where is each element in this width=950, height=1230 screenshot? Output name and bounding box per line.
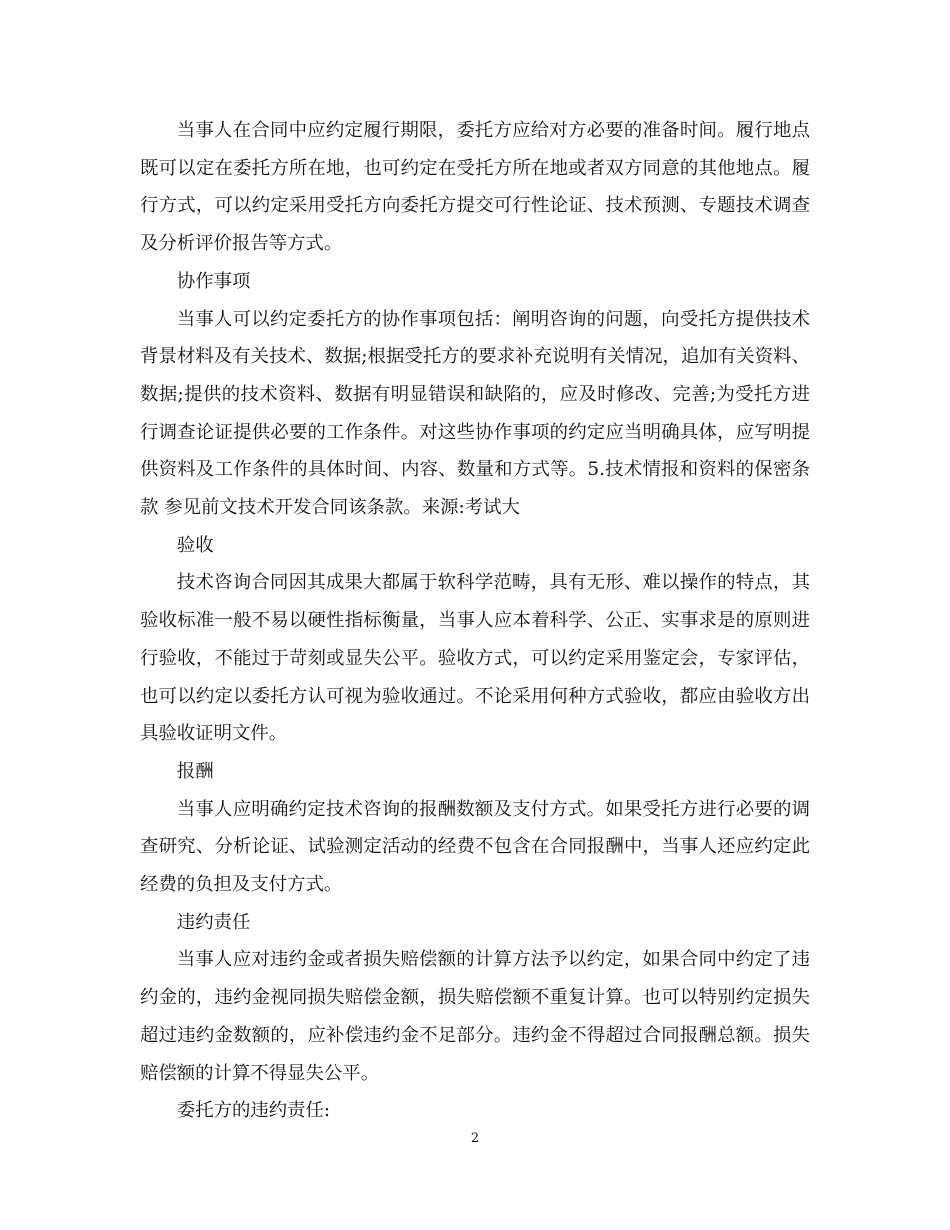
heading-liability: 违约责任 bbox=[176, 911, 251, 933]
paragraph-performance: 当事人在合同中应约定履行期限，委托方应给对方必要的准备时间。履行地点既可以定在委托方所在地，也可约定在受托方所在地或者双方同意的其他地点。履行方式，可以约定采用受托方向委托方提交可行性论证、技术预测、专题技术调查及分析评价报告等方式。 bbox=[140, 120, 810, 255]
paragraph-remuneration: 当事人应明确约定技术咨询的报酬数额及支付方式。如果受托方进行必要的调查研究、分析论证、试验测定活动的经费不包含在合同报酬中，当事人还应约定此经费的负担及支付方式。 bbox=[140, 798, 810, 896]
heading-cooperation: 协作事项 bbox=[176, 270, 251, 292]
heading-acceptance: 验收 bbox=[176, 534, 214, 556]
page-number: 2 bbox=[470, 1131, 480, 1146]
heading-remuneration: 报酬 bbox=[176, 760, 214, 782]
page-body bbox=[140, 112, 810, 1130]
paragraph-cooperation: 当事人可以约定委托方的协作事项包括：阐明咨询的问题，向受托方提供技术背景材料及有关技术、数据;根据受托方的要求补充说明有关情况，追加有关资料、数据;提供的技术资料、数据有明显错误和缺陷的，应及时修改、完善;为受托方进行调查论证提供必要的工作条件。对这些协作事项的约定应当明确具体，应写明提供资料及工作条件的具体时间、内容、数量和方式等。5.技术情报和资料的保密条款 参见前文技术开发合同该条款。来源:考试大 bbox=[140, 308, 810, 519]
paragraph-acceptance: 技术咨询合同因其成果大都属于软科学范畴，具有无形、难以操作的特点，其验收标准一般不易以硬性指标衡量，当事人应本着科学、公正、实事求是的原则进行验收，不能过于苛刻或显失公平。验收方式，可以约定采用鉴定会，专家评估，也可以约定以委托方认可视为验收通过。不论采用何种方式验收，都应由验收方出具验收证明文件。 bbox=[140, 572, 810, 745]
heading-client-liability: 委托方的违约责任: bbox=[176, 1100, 331, 1122]
paragraph-liability: 当事人应对违约金或者损失赔偿额的计算方法予以约定，如果合同中约定了违约金的，违约金视同损失赔偿金额，损失赔偿额不重复计算。也可以特别约定损失超过违约金数额的，应补偿违约金不足部分。违约金不得超过合同报酬总额。损失赔偿额的计算不得显失公平。 bbox=[140, 949, 810, 1084]
